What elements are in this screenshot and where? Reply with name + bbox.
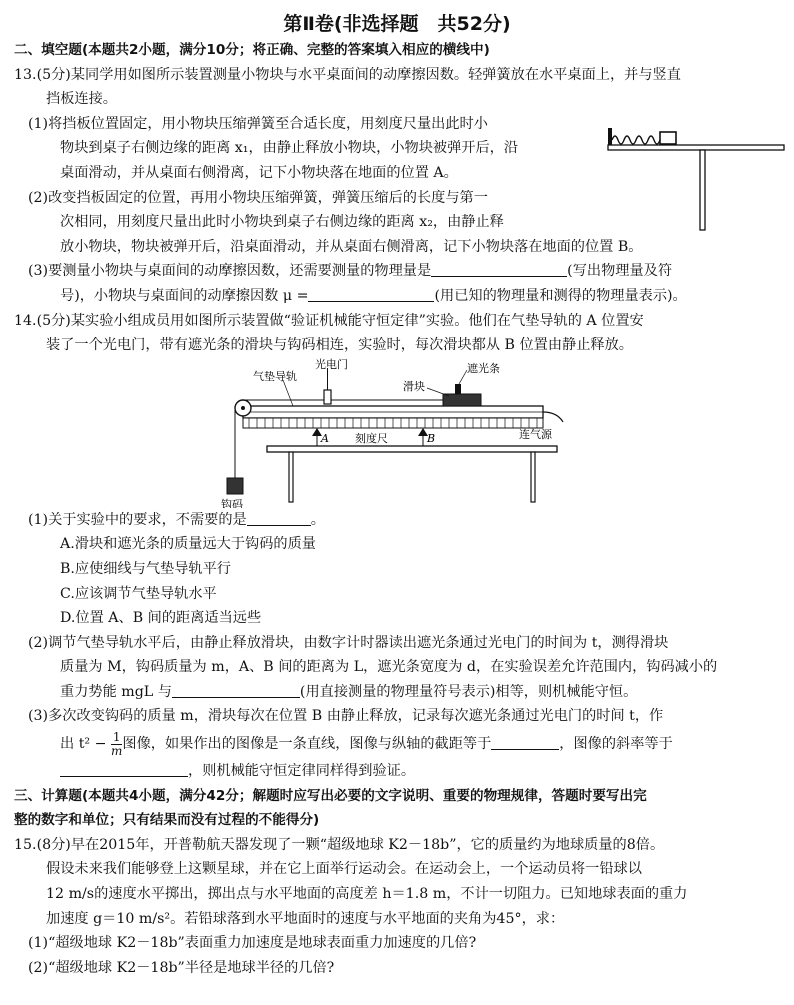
q13-part-3-text-d: (用已知的物理量和测得的物理量表示)。	[434, 287, 687, 304]
section-2-header: 二、填空题(本题共2小题，满分10分；将正确、完整的答案填入相应的横线中)	[14, 42, 490, 58]
q13-parts-12	[14, 112, 604, 235]
q13-part-3-text-c: 号)，小物块与桌面间的动摩擦因数 μ =	[60, 287, 309, 304]
q14-part-3-text-b: 图像，如果作出的图像是一条直线，图像与纵轴的截距等于	[122, 736, 492, 753]
label-light-strip: 遮光条	[467, 361, 500, 375]
q14-answer-blank-4[interactable]	[60, 761, 188, 777]
q14-option-c: C.应该调节气垫导轨水平	[60, 585, 217, 602]
q14-part-3-line-1: (3)多次改变钩码的质量 m，滑块每次在位置 B 由静止释放，记录每次遮光条通过光电门的时间 t，作	[28, 708, 664, 725]
q13-part-2-line-3: 放小物块，物块被弹开后，沿桌面滑动，并从桌面右侧滑离，记下小物块落在地面的位置 B。	[60, 238, 643, 255]
q14-part-1-end: 。	[310, 511, 325, 528]
q14-part-2-line-1: (2)调节气垫导轨水平后，由静止释放滑块，由数字计时器读出遮光条通过光电门的时间为 t，测得滑块	[28, 634, 669, 651]
label-A: A	[321, 431, 329, 445]
q14-part-1-text: (1)关于实验中的要求，不需要的是	[28, 511, 247, 528]
q15-sub-1: (1)“超级地球 K2－18b”表面重力加速度是地球表面重力加速度的几倍?	[28, 935, 477, 952]
q14-part-3-text-d: ，则机械能守恒定律同样得到验证。	[188, 763, 416, 780]
q13-part-3-text-a: (3)要测量小物块与桌面间的动摩擦因数，还需要测量的物理量是	[28, 263, 432, 280]
q13-stem-line-1: 13.(5分)某同学用如图所示装置测量小物块与水平桌面间的动摩擦因数。轻弹簧放在水平桌面上，并与竖直	[14, 66, 681, 83]
q14-option-a: A.滑块和遮光条的质量远大于钩码的质量	[60, 536, 316, 553]
q13-part-3-text-b: (写出物理量及符	[567, 263, 673, 280]
q13-answer-blank-1[interactable]	[431, 261, 567, 277]
q13-part-1-line-3: 桌面滑动，并从桌面右侧滑离，记下小物块落在地面的位置 A。	[60, 164, 458, 181]
light-strip	[455, 384, 461, 394]
small-block	[660, 132, 676, 144]
label-air-track: 气垫导轨	[253, 369, 297, 383]
q14-answer-blank-2[interactable]	[172, 682, 300, 698]
spring-coil	[612, 136, 660, 144]
label-ruler: 刻度尺	[355, 431, 388, 445]
q14-part-3-line-2	[14, 729, 780, 759]
q14-answer-blank-1[interactable]	[247, 510, 311, 526]
q14-part-3-text-c: ，图像的斜率等于	[559, 736, 673, 753]
fraction-denominator: m	[111, 743, 123, 758]
air-tube	[543, 412, 563, 422]
part-title: 第Ⅱ卷(非选择题 共52分)	[283, 13, 511, 35]
table-leg-left	[289, 452, 293, 502]
q13-part-1-line-1: (1)将挡板位置固定，用小物块压缩弹簧至合适长度，用刻度尺量出此时小	[28, 115, 488, 132]
q13-part-1-line-2: 物块到桌子右侧边缘的距离 x₁，由静止释放小物块，小物块被弹开后，沿	[60, 140, 519, 157]
q14-part-2-line-3	[14, 680, 780, 705]
section-3-header-line-2: 整的数字和单位；只有结果而没有过程的不能得分)	[14, 812, 320, 829]
q13-part-2-line-1: (2)改变挡板固定的位置，再用小物块压缩弹簧，弹簧压缩后的长度与第一	[28, 189, 488, 206]
q14-option-d: D.位置 A、B 间的距离适当远些	[60, 610, 262, 627]
q14-option-b: B.应使细线与气垫导轨平行	[60, 560, 231, 577]
q13-part-3-line-2	[14, 284, 780, 309]
q15-sub-2: (2)“超级地球 K2－18b”半径是地球半径的几倍?	[28, 959, 335, 976]
fraction-numerator: 1	[112, 729, 121, 744]
q14-part-2-line-2: 质量为 M，钩码质量为 m，A、B 间的距离为 L，遮光条宽度为 d，在实验误差允许范围内，钩码减小的	[60, 659, 718, 676]
q13-stem-line-2: 挡板连接。	[46, 91, 117, 108]
q14-part-3-text-a: 出 t² −	[60, 736, 107, 753]
q14-answer-blank-3[interactable]	[491, 734, 559, 750]
q15-line-2: 假设未来我们能够登上这颗星球，并在它上面举行运动会。在运动会上，一个运动员将一铅球以	[46, 861, 642, 878]
q14-stem-line-2: 装了一个光电门，带有遮光条的滑块与钩码相连，实验时，每次滑块都从 B 位置由静止释放。	[46, 337, 633, 354]
q13-answer-blank-2[interactable]	[308, 286, 434, 302]
label-B: B	[427, 431, 436, 445]
q15-line-4: 加速度 g＝10 m/s²。若铅球落到水平地面时的速度与水平地面的夹角为45°，求：	[46, 910, 565, 927]
label-air-source: 连气源	[519, 427, 552, 441]
q14-part-2-text-a: 重力势能 mgL 与	[60, 683, 172, 700]
label-photogate: 光电门	[315, 357, 348, 371]
q13-table-figure	[600, 112, 786, 232]
question-15	[14, 833, 780, 981]
photogate	[324, 390, 331, 404]
q15-line-1: 15.(8分)早在2015年，开普勒航天器发现了一颗“超级地球 K2－18b”，它的质量约为地球质量的8倍。	[14, 836, 665, 853]
table-top	[608, 145, 784, 150]
question-14	[14, 309, 780, 784]
q14-air-track-figure	[197, 358, 577, 508]
q14-part-1	[14, 508, 780, 533]
q14-stem-line-1: 14.(5分)某实验小组成员用如图所示装置做“验证机械能守恒定律”实验。他们在气垫导轨的 A 位置安	[14, 312, 644, 329]
section-3-header-line-1: 三、计算题(本题共4小题，满分42分；解题时应写出必要的文字说明、重要的物理规律，答题时要写出完	[14, 787, 647, 804]
label-slider: 滑块	[403, 379, 425, 393]
table-leg-right	[531, 452, 535, 502]
lab-table	[267, 446, 557, 452]
q13-part-2-line-2: 次相同，用刻度尺量出此时小物块到桌子右侧边缘的距离 x₂，由静止释	[60, 214, 504, 231]
label-weight: 钩码	[221, 497, 243, 508]
hanging-weight	[227, 478, 243, 494]
table-leg	[700, 150, 705, 230]
q14-part-2-text-b: (用直接测量的物理量符号表示)相等，则机械能守恒。	[299, 683, 638, 700]
q14-part-3-line-3	[14, 759, 780, 784]
one-over-m-fraction	[111, 731, 122, 758]
q15-line-3: 12 m/s的速度水平掷出，掷出点与水平地面的高度差 h＝1.8 m，不计一切阻力。已知地球表面的重力	[46, 886, 688, 903]
q13-part-3-line-1	[14, 259, 780, 284]
